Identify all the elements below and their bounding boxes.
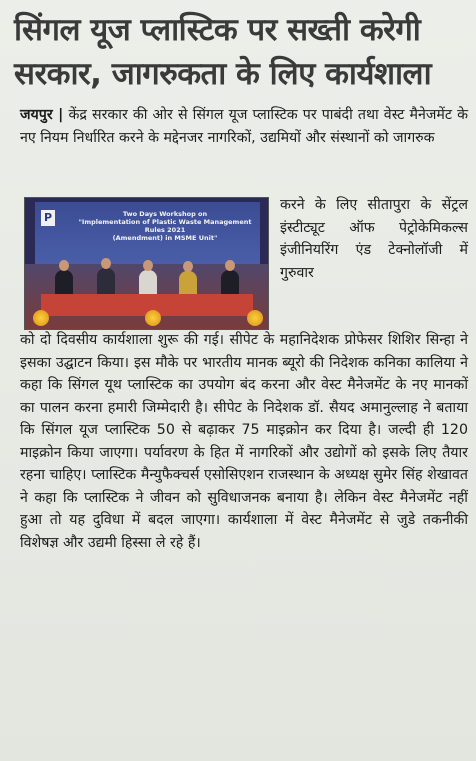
flower-pot xyxy=(145,310,161,326)
headline-line-2: सरकार, जागरुकता के लिए कार्यशाला xyxy=(14,56,432,92)
headline-line-1: सिंगल यूज प्लास्टिक पर सख्ती करेगी xyxy=(14,12,421,48)
banner-text xyxy=(75,210,255,242)
headline xyxy=(14,8,470,96)
article-side-column xyxy=(280,194,468,284)
flower-pot xyxy=(247,310,263,326)
banner-line-1: Two Days Workshop on xyxy=(122,210,208,218)
event-photo xyxy=(24,197,269,330)
cipet-logo: P xyxy=(41,210,55,226)
lead-text: केंद्र सरकार की ओर से सिंगल यूज प्लास्टिक पर पाबंदी तथा वेस्ट मैनेजमेंट के नए नियम निर्धारित करने के मद्देनजर नागरिकों, उद्यमियों और संस्थानों को जागरुक xyxy=(20,107,468,146)
main-text: को दो दिवसीय कार्यशाला शुरू की गई। सीपेट के महानिदेशक प्रोफेसर शिशिर सिन्हा ने इसका उद्घाटन किया। इस मौके पर भारतीय मानक ब्यूरो की निदेशक कनिका कालिया ने कहा कि सिंगल यूथ प्लास्टिक का उपयोग बंद करना और वेस्ट मैनेजमेंट के नए मानकों का पालन करना हमारी जिम्मेदारी है। सीपेट के निदेशक डॉ. सैयद अमानुल्लाह ने बताया कि सिंगल यूज प्लास्टिक 50 से बढ़ाकर 75 माइक्रोन कर दिया है। जल्दी ही 120 माइक्रोन किया जाएगा। पर्यावरण के हित में नागरिकों और उद्योगों को इसके लिए तैयार रहना चाहिए। प्लास्टिक मैन्युफैक्चर्स एसोसिएशन राजस्थान के अध्यक्ष सुमेर सिंह शेखावत ने कहा कि प्लास्टिक ने जीवन को सुविधाजनक बनाया है। लेकिन वेस्ट मैनेजमेंट नहीं हुआ तो यह दुविधा में बदल जाएगा। कार्यशाला में वेस्ट मैनेजमेंट से जुडे तकनीकी विशेषज्ञ और उद्यमी हिस्सा ले रहे हैं। xyxy=(20,332,468,551)
flower-pot xyxy=(33,310,49,326)
side-text: करने के लिए सीतापुरा के सेंट्रल इंस्टीट्यूट ऑफ पेट्रोकेमिकल्स इंजीनियरिंग एंड टेक्नोलॉजी में गुरुवार xyxy=(280,197,468,281)
banner-line-3: (Amendment) in MSME Unit" xyxy=(112,234,218,242)
banner-line-2: "Implementation of Plastic Waste Management Rules 2021 xyxy=(78,218,252,234)
article-lead xyxy=(20,104,468,149)
workshop-banner xyxy=(35,202,260,264)
article-body xyxy=(20,329,468,554)
dateline: जयपुर | xyxy=(20,107,64,123)
